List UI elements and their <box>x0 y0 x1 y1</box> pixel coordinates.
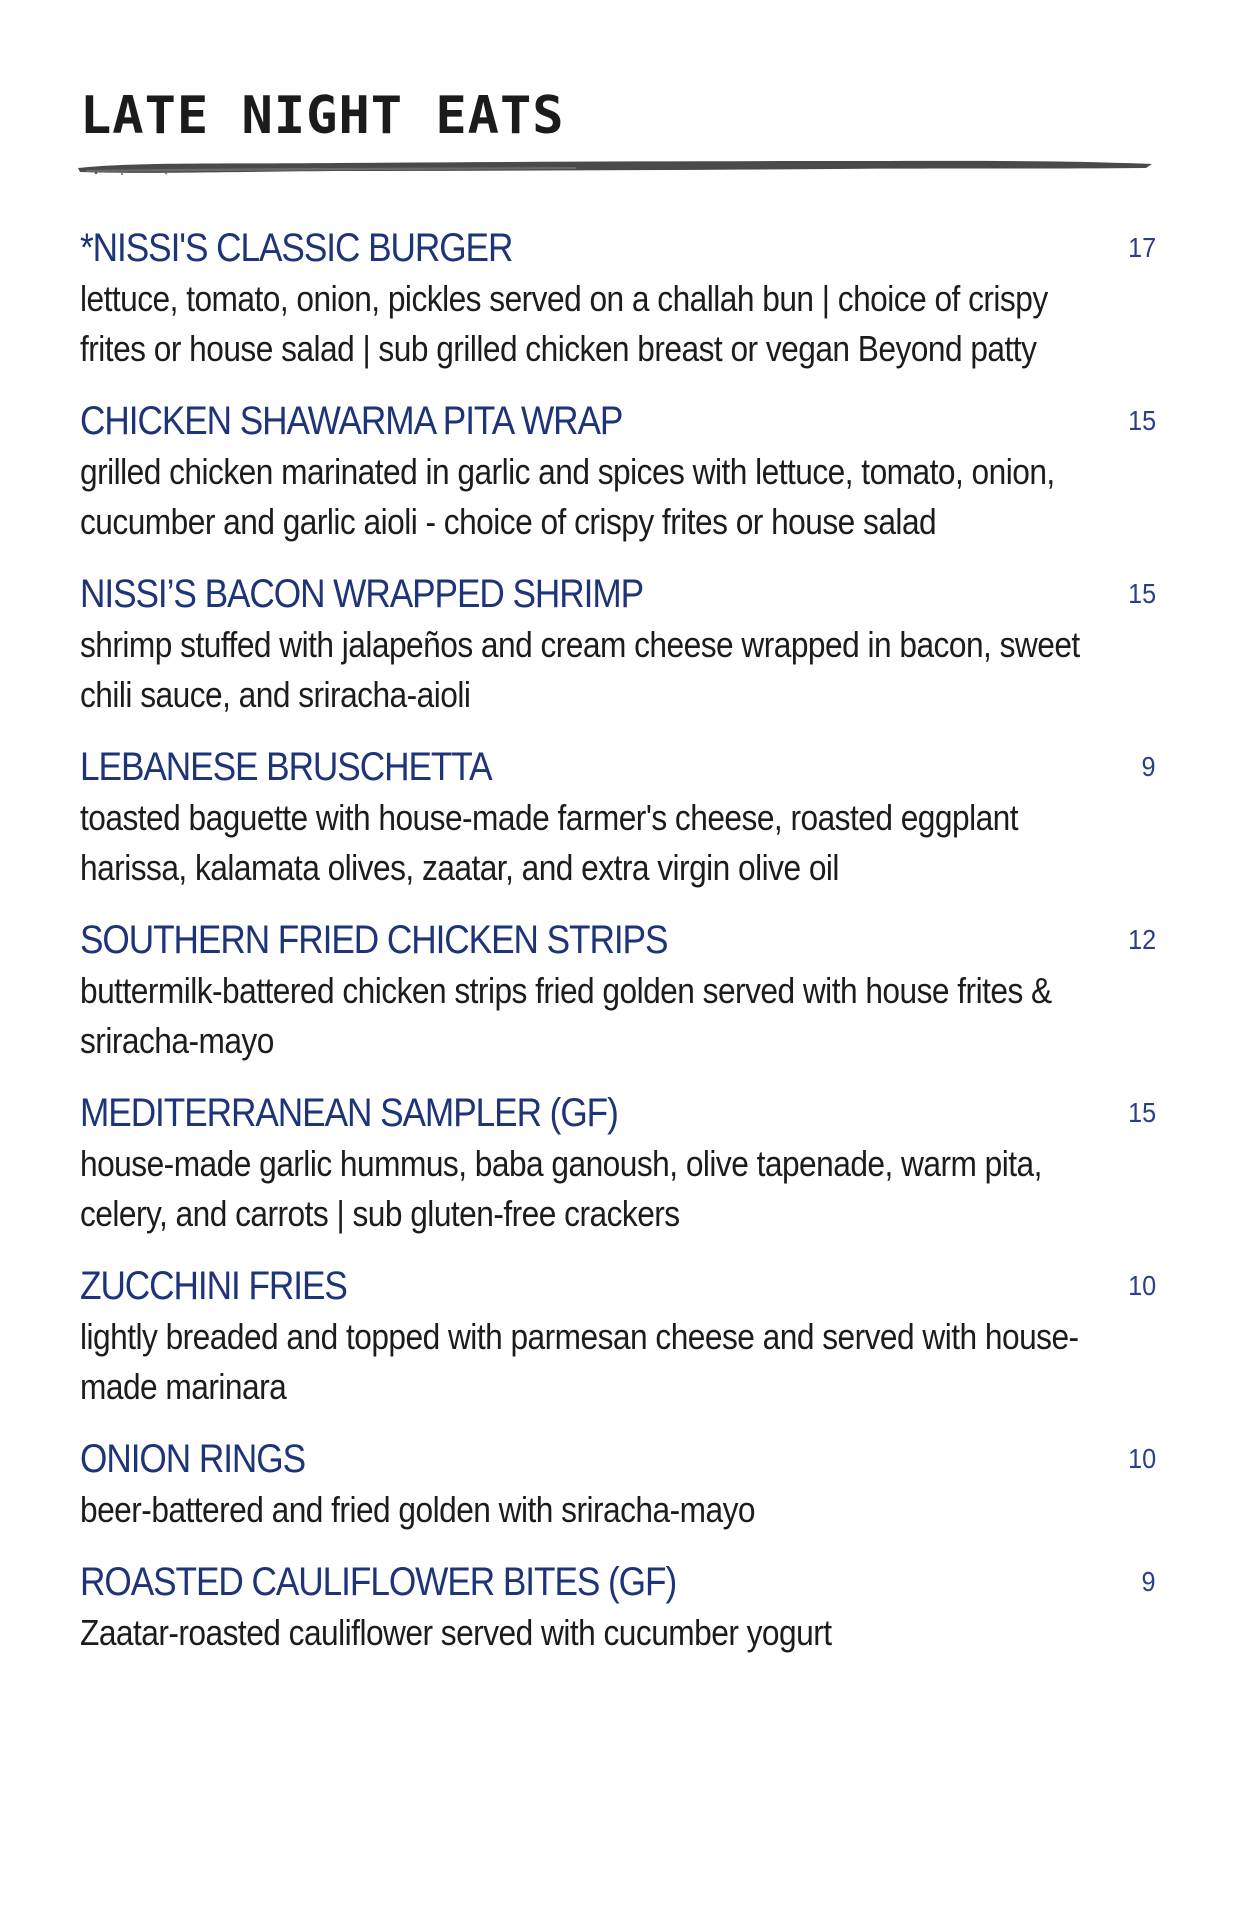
menu-item-price: 9 <box>1141 751 1156 782</box>
menu-item-name: NISSI’S BACON WRAPPED SHRIMP <box>80 572 644 616</box>
menu-item-description: buttermilk-battered chicken strips fried golden served with house frites & sriracha-mayo <box>80 970 1052 1061</box>
menu-item-name: *NISSI'S CLASSIC BURGER <box>80 226 513 270</box>
menu-item-name: ZUCCHINI FRIES <box>80 1264 347 1308</box>
menu-item-description: Zaatar-roasted cauliflower served with cucumber yogurt <box>80 1612 832 1653</box>
menu-item-header <box>80 1087 1156 1139</box>
menu-item-price: 9 <box>1141 1566 1156 1597</box>
menu-item-header <box>80 222 1156 274</box>
menu-item-price: 15 <box>1127 578 1156 609</box>
menu-item-name: LEBANESE BRUSCHETTA <box>80 745 492 789</box>
menu-item-header <box>80 741 1156 793</box>
menu-item-price: 15 <box>1127 405 1156 436</box>
menu-item-description: shrimp stuffed with jalapeños and cream cheese wrapped in bacon, sweet chili sauce, and sriracha-aioli <box>80 624 1080 715</box>
menu-item-header <box>80 1260 1156 1312</box>
menu-item <box>80 741 1156 893</box>
brush-stroke-divider <box>76 156 1154 176</box>
menu-item-price: 17 <box>1127 232 1156 263</box>
menu-item <box>80 395 1156 547</box>
menu-item-description: lettuce, tomato, onion, pickles served on a challah bun | choice of crispy frites or house salad | sub grilled chicken breast or vegan Beyond patty <box>80 278 1048 369</box>
menu-item-name: CHICKEN SHAWARMA PITA WRAP <box>80 399 623 443</box>
menu-title: LATE NIGHT EATS <box>80 86 565 146</box>
menu-item <box>80 1087 1156 1239</box>
menu-item <box>80 1556 1156 1658</box>
menu-item <box>80 914 1156 1066</box>
menu-item-header <box>80 1556 1156 1608</box>
menu-item <box>80 222 1156 374</box>
menu-item-description: beer-battered and fried golden with sriracha-mayo <box>80 1489 755 1530</box>
menu-item-header <box>80 395 1156 447</box>
menu-item-name: SOUTHERN FRIED CHICKEN STRIPS <box>80 918 668 962</box>
menu-item-description: lightly breaded and topped with parmesan cheese and served with house-made marinara <box>80 1316 1079 1407</box>
menu-item <box>80 1260 1156 1412</box>
menu-item-price: 10 <box>1127 1270 1156 1301</box>
menu-item-description: house-made garlic hummus, baba ganoush, olive tapenade, warm pita, celery, and carrots | sub gluten-free crackers <box>80 1143 1042 1234</box>
menu-item-header <box>80 914 1156 966</box>
menu-item-name: ROASTED CAULIFLOWER BITES (GF) <box>80 1560 677 1604</box>
menu-items-list <box>80 222 1156 1679</box>
menu-item-description: toasted baguette with house-made farmer's cheese, roasted eggplant harissa, kalamata olives, zaatar, and extra virgin olive oil <box>80 797 1019 888</box>
menu-item-name: ONION RINGS <box>80 1437 306 1481</box>
menu-item-description: grilled chicken marinated in garlic and spices with lettuce, tomato, onion, cucumber and garlic aioli - choice of crispy frites or house salad <box>80 451 1055 542</box>
menu-item-name: MEDITERRANEAN SAMPLER (GF) <box>80 1091 618 1135</box>
menu-item-header <box>80 568 1156 620</box>
menu-item-price: 10 <box>1127 1443 1156 1474</box>
menu-item-header <box>80 1433 1156 1485</box>
menu-item-price: 15 <box>1127 1097 1156 1128</box>
menu-item <box>80 1433 1156 1535</box>
menu-item-price: 12 <box>1127 924 1156 955</box>
menu-item <box>80 568 1156 720</box>
